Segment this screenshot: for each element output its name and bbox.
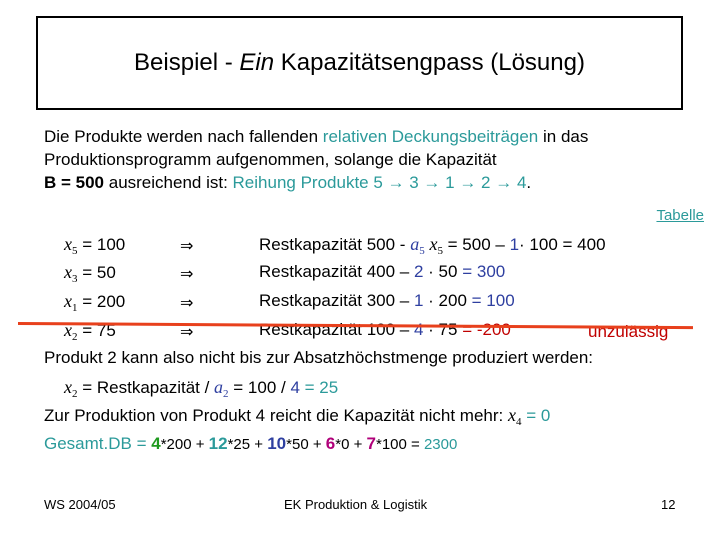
- row-x3: $x_3 = 50$: [64, 262, 116, 285]
- var-a5: $a_5$: [410, 234, 425, 257]
- row-x1-calc: Restkapazität 300 – 1 · 200 = 100: [259, 291, 515, 310]
- gesamt-db-line: Gesamt.DB = 4*200 + 12*25 + 10*50 + 6*0 + 7*100 = 2300: [44, 434, 458, 453]
- title-box: [36, 16, 683, 110]
- row-x1: $x_1 = 200$: [64, 291, 126, 314]
- row-x2-calc: Restkapazität 100 – 4 · 75 = -200: [259, 320, 511, 339]
- x2-line: $x_2$ = Restkapazität / $a_2 = 100 / 4 = 25$: [64, 377, 339, 400]
- row-x5: $x_5 = 100$: [64, 234, 126, 257]
- implies-symbol: ⇒: [180, 264, 194, 283]
- footer-course: EK Produktion & Logistik: [284, 497, 428, 512]
- row-x5-calc: Restkapazität $500 - a_5$ $x_5 = 500 - 1\cdot 100 = 400$: [259, 234, 606, 257]
- unzulaessig-note: unzulässig: [588, 322, 669, 341]
- row-x3-calc: Restkapazität 400 – 2 · 50 = 300: [259, 262, 506, 281]
- tabelle-link[interactable]: Tabelle: [656, 207, 704, 224]
- implies-symbol: ⇒: [180, 236, 194, 255]
- produkt4-line: Zur Produktion von Produkt 4 reicht die Kapazität nicht mehr: $x_4 = 0$: [44, 405, 551, 428]
- footer-date: WS 2004/05: [44, 497, 116, 512]
- implies-symbol: ⇒: [180, 293, 194, 312]
- page-number: 12: [661, 497, 676, 512]
- row-x2: $x_2 = 75$: [64, 320, 116, 343]
- slide-title: Beispiel - Ein Kapazitätsengpass (Lösung): [134, 49, 585, 76]
- produkt2-line: Produkt 2 kann also nicht bis zur Absatzhöchstmenge produziert werden:: [44, 348, 594, 367]
- implies-symbol: ⇒: [180, 322, 194, 341]
- intro-text: Die Produkte werden nach fallenden relativen Deckungsbeiträgen in das Produktionsprogramm aufgenommen, solange die Kapazität B = 500 ausreichend ist: Reihung Produkte 5 → 3 → 1 → 2 → 4.: [44, 127, 589, 192]
